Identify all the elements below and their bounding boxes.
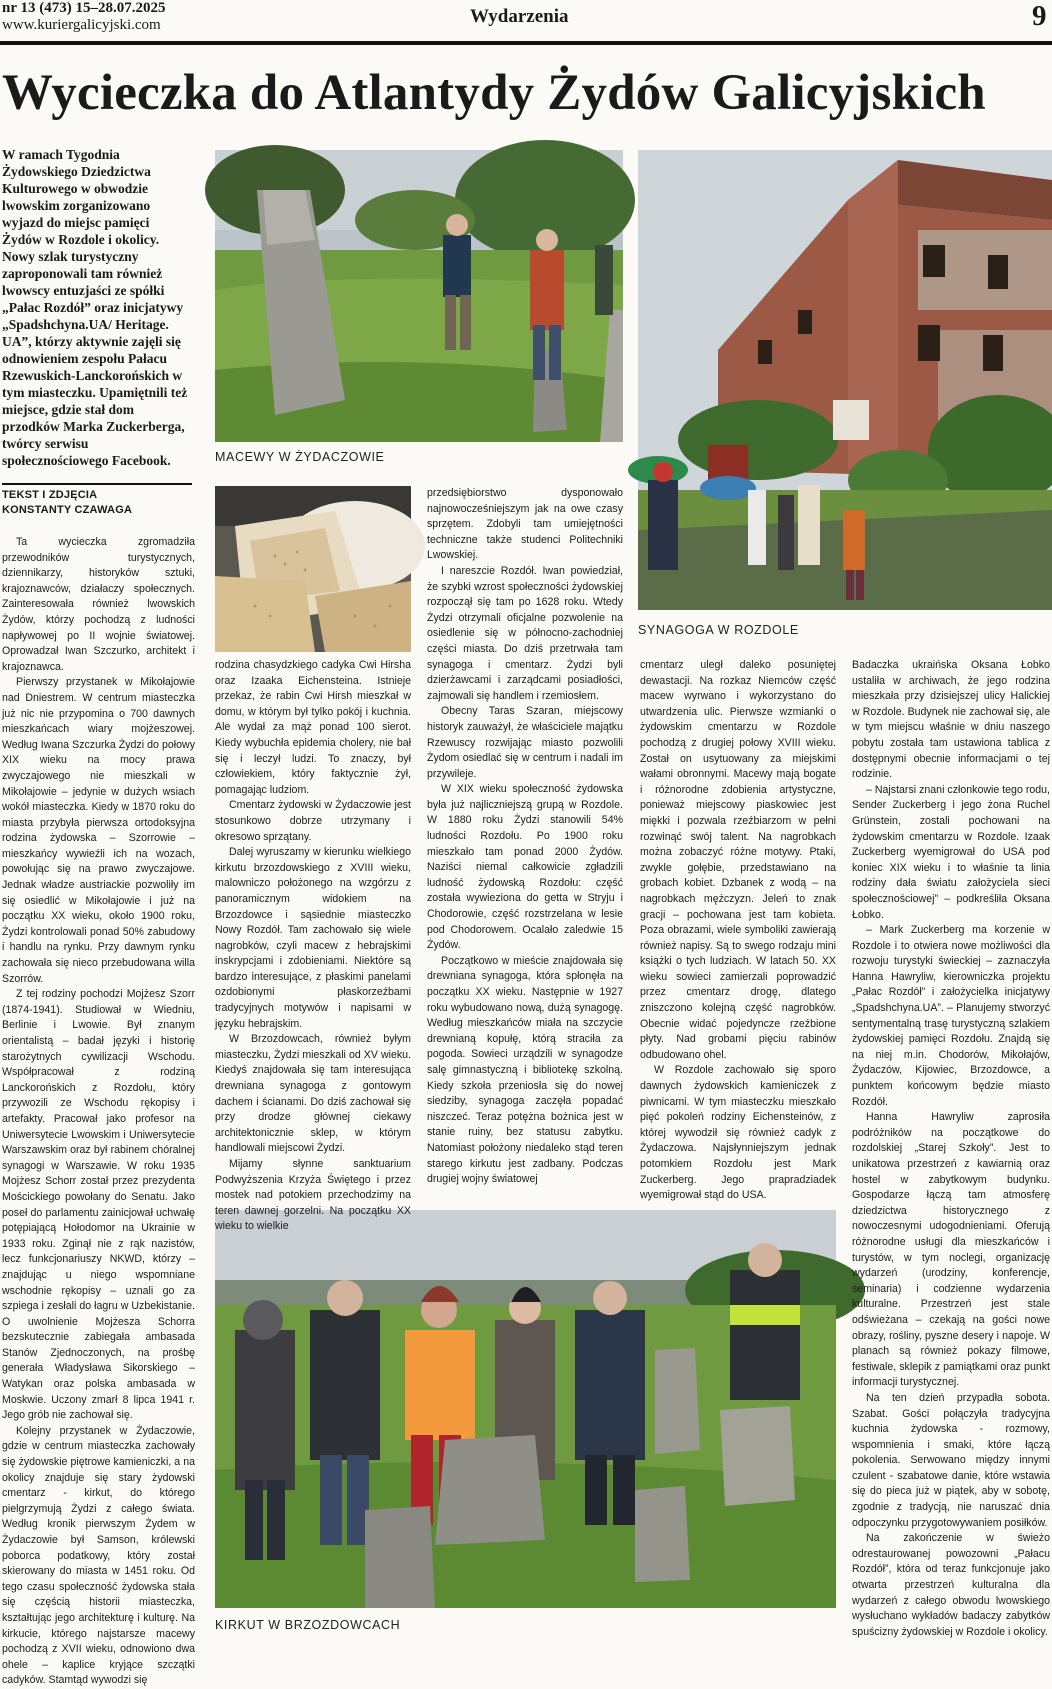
photo-synagogue-rozdol	[638, 150, 1052, 610]
paragraph: Z tej rodziny pochodzi Mojżesz Szorr (1874-1941). Studiował w Wiedniu, Berlinie i Lwowie. Był znanym orientalistą – badał języki i historię starożytnych cywilizacji Wschodu. Współpracował z rodziną Lanckorońskich z Rozdołu, który przywozili ze Wschodu rękopisy i artefakty. Pracował jako profesor na Uniwersytecie Lwowskim i Uniwersytecie Warszawskim oraz był rabinem chóralnej synagogi w Warszawie. W roku 1935 Mojżesz Schorr został przez prezydenta Mościckiego powołany do Senatu. Jako poseł do parlamentu zainicjował uchwałę potępiającą Hołodomor na Ukrainie w 1933 roku. Zginął nie z rąk nazistów, lecz funkcjonariuszy NKWD, którzy – znajdując u niego wspomniane wschodnie rękopisy – uznali go za szpiega i zesłali do łagru w Uzbekistanie. O uwolnienie Mojżesza Schorra bezskutecznie zabiegała ambasada Stanów Zjednoczonych, na prośbę generała Władysława Sikorskiego – Watykan oraz polska ambasada w Moskwie. Uczony zmarł 8 lipca 1941 r. Jego grób nie zachował się.	[2, 988, 195, 1422]
body-column-4	[640, 658, 836, 1202]
credit-author: KONSTANTY CZAWAGA	[2, 504, 133, 516]
article-lead: W ramach Tygodnia Żydowskiego Dziedzictwa Kulturowego w obwodzie lwowskim zorganizowano wyjazd do miejsc pamięci Żydów w Rozdole i okolicy. Nowy szlak turystyczny zaproponowali tam również lwowscy entuzjaści ze spółki „Pałac Rozdół” oraz inicjatywy „Spadshchyna.UA/ Heritage. UA”, którzy aktywnie zajęli się odnowieniem zespołu Pałacu Rzewuskich-Lanckorońskich w tym miasteczku. Upamiętnili też miejsce, gdzie stał dom przodków Marka Zuckerberga, twórcy serwisu społecznościowego Facebook.	[2, 147, 188, 468]
paragraph: Na zakończenie w świeżo odrestaurowanej powozowni „Pałacu Rozdół”, która od teraz funkcjonuje jako otwarta przestrzeń kulturalna dla wydarzeń z całego obwodu lwowskiego wysłuchano wykładów badaczy zabytków spuścizny żydowskiej w Rozdole i okolicy.	[852, 1532, 1050, 1638]
credit-divider	[2, 483, 192, 485]
paragraph: przedsiębiorstwo dysponowało najnowocześniejszym jak na owe czasy sprzętem. Zdobyli tam umiejętności techniczne także studenci Politechniki Lwowskiej.	[427, 487, 623, 562]
caption-photo3: SYNAGOGA W ROZDOLE	[638, 623, 799, 637]
credit-label: TEKST I ZDJĘCIA	[2, 489, 98, 501]
paragraph: Początkowo w mieście znajdowała się drewniana synagoga, która spłonęła na początku XX wieku. Następnie w 1927 roku wybudowano nową, dużą synagogę. Według mieszkańców miała na szczycie drewnianą kopułę, którą straciła za pogoda. Sowieci urządzili w synagodze salę gimnastyczną i bibliotekę szkolną. Kiedy szkoła przeniosła się do nowej siedziby, synagoga zaczęła popadać niszczeć. Teraz potężna bożnica jest w stanie ruiny, bez statusu zabytku. Natomiast położony niedaleko stąd teren starego kirkutu jest zadbany. Podczas drugiej wojny światowej	[427, 954, 623, 1186]
section-title: Wydarzenia	[470, 6, 569, 27]
paragraph: Badaczka ukraińska Oksana Łobko ustaliła w archiwach, że jego rodzina mieszkała przy dzisiejszej ulicy Halickiej w Rozdole. Budynek nie zachował się, ale w tym miejscu właśnie w dniu naszego pobytu została tam ustawiona tablica z dostępnymi obecnie informacjami o tej rodzinie.	[852, 659, 1050, 781]
photo-kirkut-brzozdowce	[215, 1210, 836, 1608]
header-divider	[0, 41, 1052, 45]
paragraph: Obecny Taras Szaran, miejscowy historyk zauważył, że właściciele majątku Rzewuscy rozwijając miasto pozwolili Żydom osiedlać się w centrum i nadali im przywileje.	[427, 705, 623, 780]
paragraph: – Najstarsi znani członkowie tego rodu, Sender Zuckerberg i jego żona Ruchel Grünstein, zostali pochowani na żydowskim cmentarzu w Rozdole. Izaak Zuckerberg wyemigrował do USA pod koniec XIX wieku i to właśnie ta linia rodziny dała światu założyciela sieci społecznościowej” – podkreśliła Oksana Łobko.	[852, 783, 1050, 921]
paragraph: rodzina chasydzkiego cadyka Cwi Hirsha oraz Izaaka Eichensteina. Istnieje przekaz, że rabin Cwi Hirsh mieszkał w domu, w którym był tylko pokój i kuchnia. Ale wydał za mąż ponad 100 sierot. Kiedy wybuchła epidemia cholery, nie bał się i leczył ludzi. To znaczy, był człowiekiem, który faktycznie żył, pomagając ludziom.	[215, 659, 411, 796]
page-number: 9	[1032, 0, 1047, 32]
paragraph: Na ten dzień przypadła sobota. Szabat. Gości połączyła tradycyjna kuchnia żydowska - rozmowy, wspomnienia i smaki, które łączą pokolenia. Serwowano między innymi czulent - szabatowe danie, które wstawia się do pieca już w piątek, aby w sobotę, zgodnie z tradycją, nie naruszać dnia odpoczynku przygotowywaniem posiłków.	[852, 1391, 1050, 1529]
paragraph: W XIX wieku społeczność żydowska była już najliczniejszą grupą w Rozdole. W 1880 roku Żydzi stanowili 54% ludności Rozdołu. Po 1900 roku mieszkało tam ponad 2000 Żydów. Naziści niemal całkowicie zgładzili ludność żydowską Rozdołu: część została wywieziona do getta w Stryju i Chodorowie, część rozstrzelana w lesie pod Chodorowem. Ocalało zaledwie 15 Żydów.	[427, 783, 623, 952]
article-title: Wycieczka do Atlantydy Żydów Galicyjskich	[2, 65, 986, 121]
caption-photo1: MACEWY W ŻYDACZOWIE	[215, 450, 385, 464]
paragraph: cmentarz uległ daleko posuniętej dewastacji. Na rozkaz Niemców część macew wyrwano i wykorzystano do utwardzenia ulic. Pierwsze wzmianki o żydowskim cmentarzu w Rozdole pochodzą z drugiej połowy XVIII wieku. Został on usytuowany za miejskimi wałami obronnymi. Macewy mają bogate i różnorodne zdobienia artystyczne, ponieważ miejscowy piaskowiec jest miękki i pozwala rzeźbiarzom w pełni rozwinąć swój talent. Na nagrobkach można zobaczyć różne motywy. Ptaki, zwykle gołębie, przedstawiano na grobach kobiet. Dzbanek z wodą – na nagrobkach mężczyzn. Jeleń to znak gracji – pochowana jest tam kobieta. Poza obrazami, wiele symboliki zawierają również napisy. Są to swego rodzaju mini książki o tych ludziach. W latach 50. XX wieku sowieci zamierzali poprowadzić przez cmentarz drogę, dlatego zniszczono kolejną część nagrobków. Obecnie widać pojedyncze rzeźbione płyty. Nad grobami pięciu rabinów odbudowano ohel.	[640, 659, 836, 1061]
photo-macewy-zydaczow	[215, 150, 623, 442]
website-url[interactable]: www.kuriergalicyjski.com	[2, 17, 161, 33]
paragraph: – Mark Zuckerberg ma korzenie w Rozdole i to otwiera nowe możliwości dla rozwoju turystyki świeckiej – zaznaczyła Hanna Hawryliw, kierowniczka projektu „Pałac Rozdół” i założycielka inicjatywy „Spadshchyna.UA”. – Planujemy stworzyć sentymentalną trasę turystyczną szlakiem żydowskiej pamięci Rozdołu. Znajdą się na niej m.in. Chodorów, Mikołajów, Żydaczów, Kijowiec, Brzozdowce, a punktem końcowym będzie miasto Rozdół.	[852, 924, 1050, 1108]
body-column-5	[852, 658, 1050, 1638]
caption-photo4: KIRKUT W BRZOZDOWCACH	[215, 1618, 401, 1632]
paragraph: W Brzozdowcach, również byłym miasteczku, Żydzi mieszkali od XV wieku. Kiedyś znajdowała się tam interesująca drewniana synagoga z gontowym dachem i ścianami. Do dziś zachował się przy drodze głównej ciekawy architektonicznie sklep, w którym handlowali miejscowi Żydzi.	[215, 1033, 411, 1155]
photo-matzah	[215, 486, 411, 652]
paragraph: Hanna Hawryliw zaprosiła podróżników na początkowe do rozdolskiej „Starej Szkoły”. Jest to unikatowa przestrzeń z kawiarnią oraz hostel w zabytkowym budynku. Gospodarze łączą tam atmosferę dziedzictwa historycznego z nowoczesnymi udogodnieniami. Oferują różnorodne usługi dla mieszkańców i turystów, w tym noclegi, organizację wydarzeń (urodziny, konferencje, seminaria) i codzienne wydarzenia kulturalne. Przestrzeń jest stale odświeżana – czekają na gości nowe obrazy, rośliny, pyszne desery i napoje. W planach są również pokazy filmowe, festiwale, sklepik z pamiątkami oraz punkt informacji turystycznej.	[852, 1111, 1050, 1389]
body-column-3	[427, 486, 623, 1202]
article-credit	[2, 488, 192, 518]
paragraph: W Rozdole zachowało się sporo dawnych żydowskich kamieniczek z piwnicami. W tym miasteczku mieszkało pięć pokoleń rodziny Eichensteinów, z której wywodził się również cadyk z Żydaczowa. Najsłynniejszym jednak potomkiem Rozdołu jest Mark Zuckerberg. Jego prapradziadek wyemigrował stąd do USA.	[640, 1064, 836, 1202]
paragraph: Pierwszy przystanek w Mikołajowie nad Dniestrem. W centrum miasteczka już nic nie przypomina o 700 dawnych mieszkańcach wiary mojżeszowej. Według Iwana Szczurka Żydzi do połowy XIX wieku na mocy prawa zwyczajowego nie mieszkali w Mikołajowie – jedynie w dużych wsiach wokół miasteczka. Kiedy w 1870 roku do miasta przybyła pierwsza ortodoksyjna rodzina żydowska – Szorrowie – mieszkańcy wywieźli ich na wozach, powołując się na prawo zwyczajowe. Jednak władze austriackie pozwoliły im się osiedlić w Mikołajowie i już na początku XX wieku, około 1900 roku, Żydzi kontrolowali ponad 50% zabudowy i handlu na rynku. Przy dawnym rynku zachowała się nieco przebudowana willa Szorrów.	[2, 676, 195, 985]
paragraph: I nareszcie Rozdół. Iwan powiedział, że szybki wzrost społeczności żydowskiej rozpoczął się tam po 1628 roku. Wtedy Żydzi otrzymali oficjalne pozwolenie na osiedlenie się w północno-zachodniej części miasta. Do dziś przetrwała tam synagoga i cmentarz. Żydzi byli dzierżawcami i zarządcami posiadłości, zajmowali się handlem i rzemiosłem.	[427, 564, 623, 702]
paragraph: Mijamy słynne sanktuarium Podwyższenia Krzyża Świętego i przez mostek nad potokiem przechodzimy na teren dawnej gorzelni. Na początku XX wieku to wielkie	[215, 1158, 411, 1233]
body-column-2	[215, 658, 411, 1233]
body-column-1	[2, 535, 195, 1687]
paragraph: Dalej wyruszamy w kierunku wielkiego kirkutu brzozdowskiego z XVIII wieku, malowniczo położonego na wzgórzu z panoramicznym widokiem na Brzozdowce i sąsiednie miasteczko Nowy Rozdół. Tam zachowało się wiele nagrobków, czyli macew z hebrajskimi inskrypcjami i zdobieniami. Niektóre są bardzo interesujące, z płaskimi panelami ozdobionymi płaskorzeźbami tradycyjnych motywów i napisami w języku hebrajskim.	[215, 846, 411, 1030]
paragraph: Kolejny przystanek w Żydaczowie, gdzie w centrum miasteczka zachowały się żydowskie piętrowe kamieniczki, a na okolicy znajduje się stary żydowski cmentarz - kirkut, do którego pielgrzymują Żydzi z całego świata. Według kronik pierwszym Żydem w Żydaczowie był Samson, królewski poborca podatkowy, który został skierowany do miasta w 1451 roku. Od tego czasu społeczność żydowska stała się częścią historii miasteczka, kształtując jego architekturę i kulturę. Na kirkucie, którego najstarsze macewy pochodzą z XVII wieku, odnowiono dwa ohele – kaplice kryjące szczątki cadyków. Stamtąd wywodzi się	[2, 1424, 195, 1687]
paragraph: Ta wycieczka zgromadziła przewodników turystycznych, dziennikarzy, historyków sztuki, krajoznawców, działaczy społecznych. Zainteresowała również lwowskich Żydów, którzy pochodzą z ludności napływowej po II wojnie światowej. Oprowadzał Iwan Szczurko, architekt i krajoznawca.	[2, 536, 195, 673]
paragraph: Cmentarz żydowski w Żydaczowie jest stosunkowo dobrze utrzymany i okresowo sprzątany.	[215, 799, 411, 843]
issue-number: nr 13 (473) 15–28.07.2025	[2, 0, 166, 16]
